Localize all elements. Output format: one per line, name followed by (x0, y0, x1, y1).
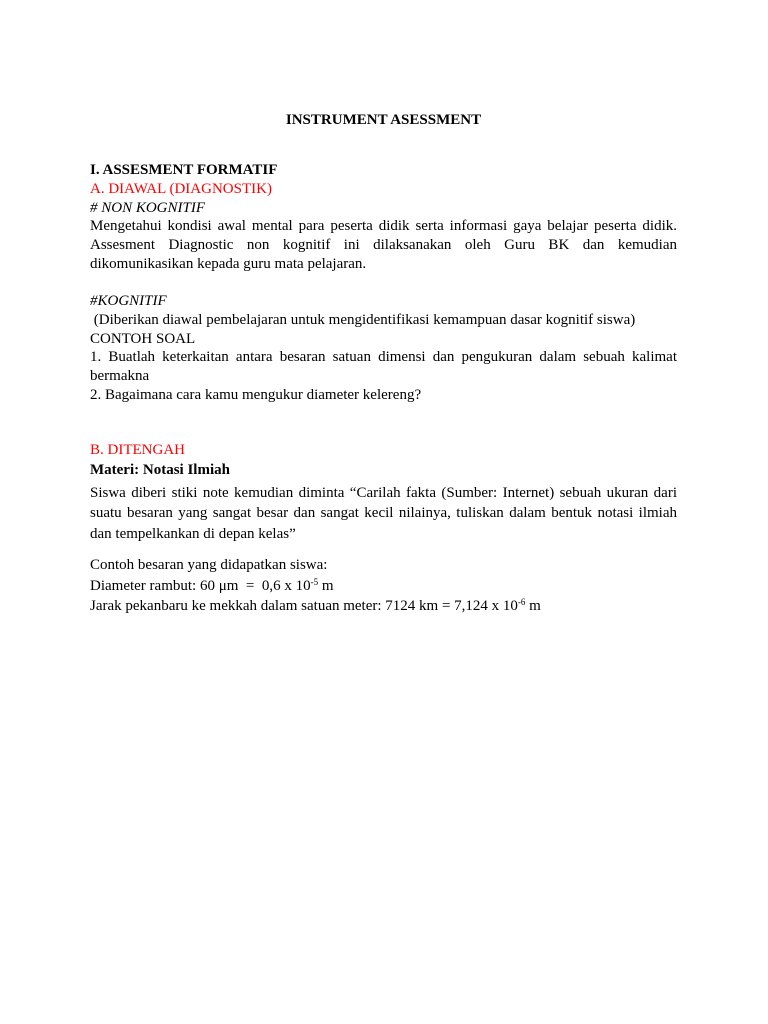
section-heading: I. ASSESMENT FORMATIF (90, 162, 278, 178)
example-2-exponent: -6 (517, 597, 526, 608)
examples-block (90, 555, 677, 617)
example-diameter-rambut (90, 576, 677, 597)
document-page (90, 0, 677, 1024)
document-title: INSTRUMENT ASESSMENT (285, 112, 482, 128)
non-kognitif-paragraph: Mengetahui kondisi awal mental para peserta didik serta informasi gaya belajar peserta didik. Assesment Diagnostic non kognitif ini dilaksanakan oleh Guru BK dan kemudian dikomunikasikan kepada guru mata pelajaran. (90, 218, 677, 272)
materi-paragraph: Siswa diberi stiki note kemudian diminta “Carilah fakta (Sumber: Internet) sebuah ukuran dari suatu besaran yang sangat besar dan sangat kecil nilainya, tuliskan dalam bentuk notasi ilmiah dan tempelkankan di depan kelas” (90, 484, 677, 542)
kognitif-label: #KOGNITIF (90, 293, 167, 309)
section-b (90, 441, 677, 544)
section-formatif (90, 161, 677, 274)
contoh-intro: Contoh besaran yang didapatkan siswa: (90, 557, 328, 573)
example-1-exponent: -5 (310, 576, 319, 587)
non-kognitif-label: # NON KOGNITIF (90, 199, 206, 216)
example-jarak-pekanbaru (90, 596, 677, 617)
kognitif-note: (Diberikan diawal pembelajaran untuk mengidentifikasi kemampuan dasar kognitif siswa) (90, 311, 636, 328)
question-2: 2. Bagaimana cara kamu mengukur diameter kelereng? (90, 386, 422, 403)
subsection-a-heading: A. DIAWAL (DIAGNOSTIK) (90, 180, 272, 197)
example-2-prefix: Jarak pekanbaru ke mekkah dalam satuan meter: 7124 km = 7,124 x 10 (90, 598, 518, 615)
subsection-b-heading: B. DITENGAH (90, 442, 185, 458)
contoh-soal-label: CONTOH SOAL (90, 330, 196, 347)
question-1: 1. Buatlah keterkaitan antara besaran satuan dimensi dan pengukuran dalam sebuah kalimat bermakna (90, 349, 677, 385)
example-1-suffix: m (318, 577, 334, 594)
materi-heading: Materi: Notasi Ilmiah (90, 461, 230, 478)
example-1-prefix: Diameter rambut: 60 μm = 0,6 x 10 (90, 577, 311, 594)
kognitif-block (90, 292, 677, 405)
example-2-suffix: m (525, 598, 541, 615)
